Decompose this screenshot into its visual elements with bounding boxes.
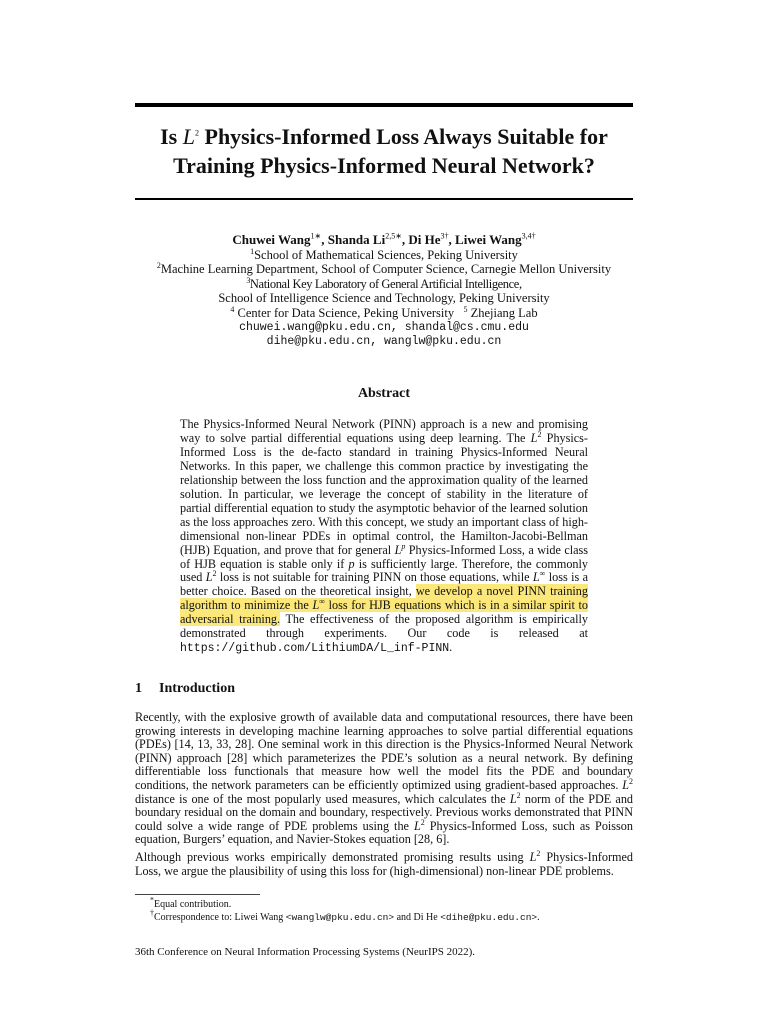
code-link[interactable]: https://github.com/LithiumDA/L_inf-PINN <box>180 642 450 656</box>
footnote-1: *Equal contribution. <box>150 895 232 910</box>
introduction-body <box>135 711 633 882</box>
section-heading: 1 Introduction <box>135 681 235 696</box>
intro-paragraph-2: Although previous works empirically demonstrated promising results using $L^2$ Physics-Informed Loss, we argue the plausibility of using this loss for (high-dimensional) non-linear PDE problems. <box>135 848 633 878</box>
affiliation-1: $^1$School of Mathematical Sciences, Peking University <box>250 246 518 262</box>
abstract-body: The Physics-Informed Neural Network (PINN) approach is a new and promising way to solve partial differential equations using deep learning. The $L^2$ Physics-Informed Loss is the de-facto standard in training Physics-Informed Neural Networks. In this paper, we challenge this common practice by investigating the relationship between the loss function and the approximation quality of the learned solution. In particular, we leverage the concept of stability in the literature of partial differential equation to study the asymptotic behavior of the learned solution as the loss approaches zero. With this concept, we study an important class of high-dimensional non-linear PDEs in optimal control, the Hamilton-Jacobi-Bellman (HJB) Equation, and prove that for general $L^p$ Physics-Informed Loss, a wide class of HJB equation is stable only if p is sufficiently large. Therefore, the commonly used $L^2$ loss is not suitable for training PINN on those equations, while L∞ loss is a better choice. Based on the theoretical insight, we develop a novel PINN training algorithm to minimize the L∞ loss for HJB equations which is in a similar spirit to adversarial training. The effectiveness of the proposed algorithm is empirically demonstrated through experiments. Our code is released at https://github.com/LithiumDA/L_inf-PINN. <box>180 417 589 656</box>
author-block <box>100 233 668 350</box>
email-line-1: chuwei.wang@pku.edu.cn, shandal@cs.cmu.edu <box>239 320 529 334</box>
conference-footer: 36th Conference on Neural Information Processing Systems (NeurIPS 2022). <box>135 946 476 958</box>
highlighted-text: we develop a novel PINN training algorithm to minimize the L∞ loss for HJB equations which is in a similar spirit to adversarial training. <box>180 584 588 627</box>
email-line-2: dihe@pku.edu.cn, wanglw@pku.edu.cn <box>266 335 502 349</box>
paper-title: Is $L^2$ Physics-Informed Loss Always Suitable for Training Physics-Informed Neural Network? <box>160 124 608 178</box>
footnote-2: †Correspondence to: Liwei Wang <wanglw@pku.edu.cn> and Di He <dihe@pku.edu.cn>. <box>150 908 540 923</box>
top-rule <box>135 103 633 107</box>
affiliation-3b: School of Intelligence Science and Technology, Peking University <box>218 291 550 306</box>
affiliation-4-5: $^4$ Center for Data Science, Peking University $^5$ Zhejiang Lab <box>230 304 538 320</box>
abstract-heading: Abstract <box>357 386 411 401</box>
footnotes <box>150 895 630 924</box>
affiliation-2: $^2$Machine Learning Department, School of Computer Science, Carnegie Mellon University <box>156 261 612 277</box>
intro-paragraph-1: Recently, with the explosive growth of available data and computational resources, there have been growing interests in developing machine learning approaches to solve partial differential equations (PDEs) [14, 13, 33, 28]. One seminal work in this direction is the Physics-Informed Neural Network (PINN) approach [28] which parameterizes the PDE’s solution as a neural network. By defining differentiable loss functionals that measure how well the model fits the PDE and boundary conditions, the network parameters can be efficiently optimized using gradient-based approaches. $L^2$ distance is one of the most popularly used measures, which calculates the $L^2$ norm of the PDE and boundary residual on the domain and boundary, respectively. Previous works demonstrated that PINN could solve a wide range of PDE problems using the $L^2$ Physics-Informed Loss, such as Poisson equation, Burgers’ equation, and Navier-Stokes equation [28, 6]. <box>135 710 634 847</box>
affiliation-3: $^3$National Key Laboratory of General Artificial Intelligence, <box>246 275 522 291</box>
title-bottom-rule <box>135 198 633 200</box>
author-names: Chuwei Wang$^{1∗}$, Shanda $Li^{2,5∗}$, Di $He^{3\dagger}$, Liwei Wang$^{3,4\dagger}$ <box>232 231 536 247</box>
